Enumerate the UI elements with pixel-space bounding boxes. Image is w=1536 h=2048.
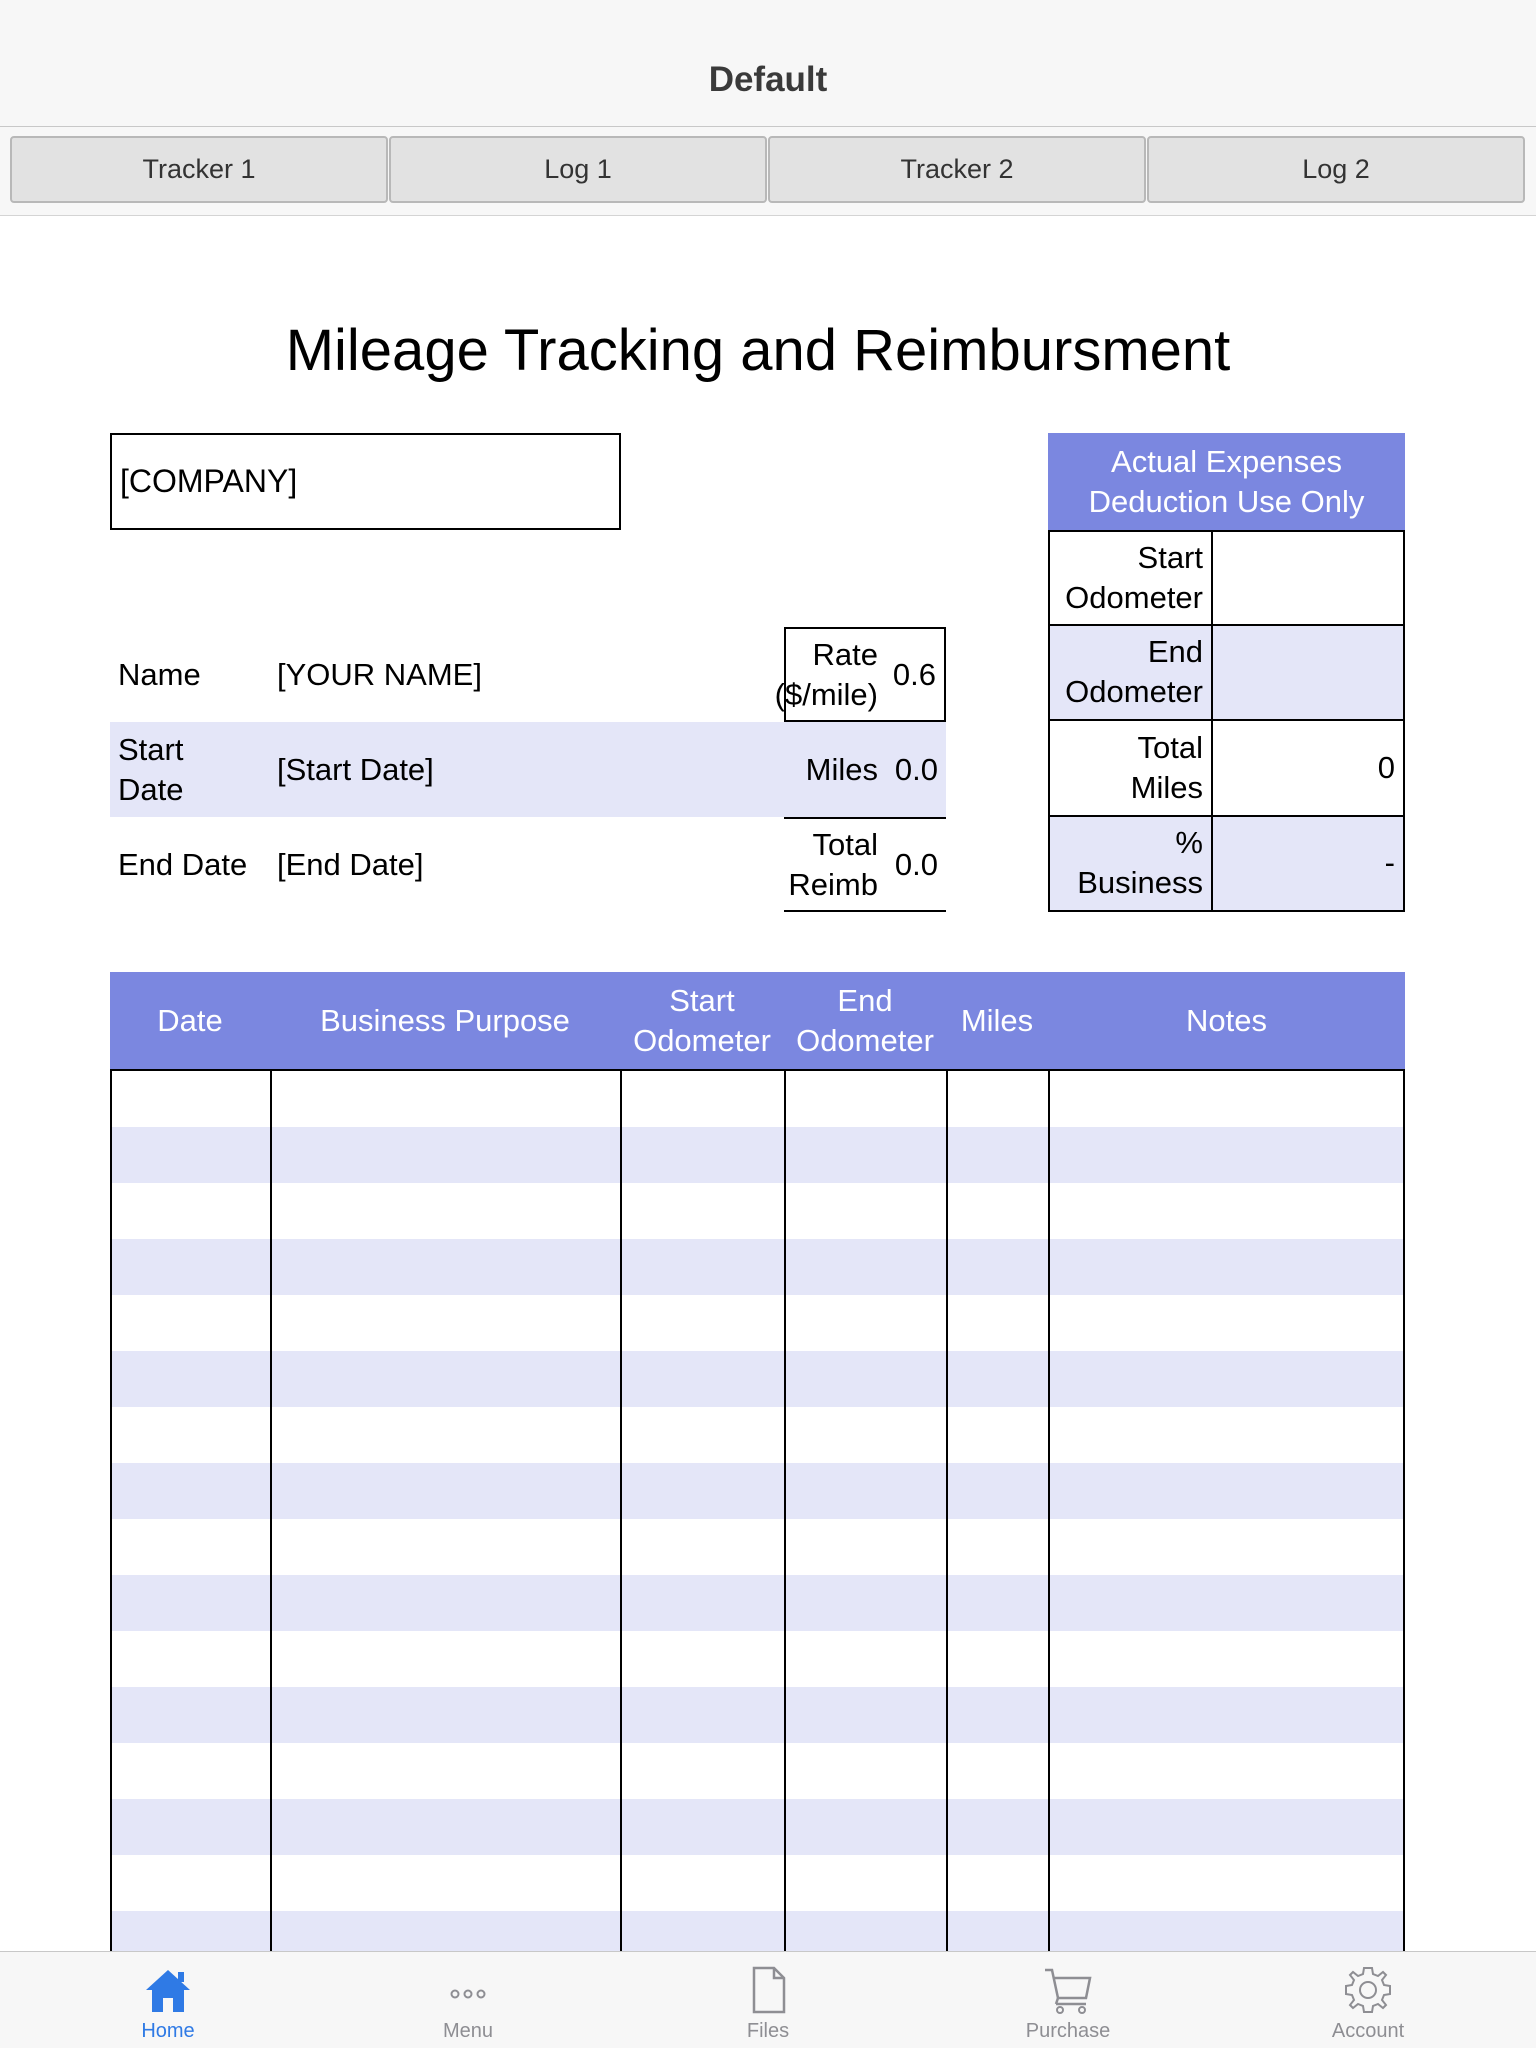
col-header-end-odometer-text: End Odometer: [796, 982, 934, 1058]
sheet-tab-bar: [0, 127, 1536, 216]
table-row[interactable]: [110, 1855, 1405, 1911]
table-row[interactable]: [110, 1295, 1405, 1351]
name-value-cell[interactable]: [YOUR NAME]: [277, 656, 482, 692]
navigation-bar: [0, 0, 1536, 127]
bottom-tab-account-label: Account: [1331, 2020, 1405, 2042]
table-row[interactable]: [110, 1687, 1405, 1743]
col-header-start-odometer: [620, 972, 784, 1069]
bottom-tab-menu[interactable]: [368, 1952, 568, 2048]
info-row-end-date: [110, 817, 946, 912]
ae-percent-business-label-text: % Business: [1077, 825, 1203, 901]
log-table-body: [110, 1069, 1405, 1951]
table-row[interactable]: [110, 1631, 1405, 1687]
table-row[interactable]: [110, 1407, 1405, 1463]
bottom-tab-account[interactable]: [1268, 1952, 1468, 2048]
table-row[interactable]: [110, 1127, 1405, 1183]
table-row[interactable]: [110, 1239, 1405, 1295]
bottom-tab-files[interactable]: [668, 1952, 868, 2048]
actual-expenses-header: [1048, 433, 1405, 530]
start-date-label-text: Start Date: [118, 731, 184, 807]
tab-log-2[interactable]: Log 2: [1147, 136, 1525, 203]
miles-value-cell[interactable]: 0.0: [894, 751, 938, 787]
ae-end-odometer-cell[interactable]: [1213, 626, 1403, 720]
bottom-tab-bar: [0, 1951, 1536, 2048]
company-cell[interactable]: [COMPANY]: [110, 433, 621, 530]
table-row[interactable]: [110, 1575, 1405, 1631]
ae-row-percent-business: [1048, 817, 1405, 913]
col-header-date-text: Date: [157, 1002, 223, 1038]
col-header-miles-text: Miles: [960, 1002, 1034, 1038]
ae-end-odometer-label: [1050, 626, 1213, 720]
col-header-miles: [946, 972, 1048, 1069]
col-header-notes: [1048, 972, 1405, 1069]
document-name-title: Default: [708, 60, 828, 99]
name-label: Name: [118, 656, 201, 692]
bottom-tab-purchase[interactable]: [968, 1952, 1168, 2048]
info-row-name: [110, 627, 946, 722]
tab-log-1[interactable]: Log 1: [389, 136, 767, 203]
table-row[interactable]: [110, 1911, 1405, 1951]
cart-icon: [1040, 1962, 1096, 2018]
ae-total-miles-cell[interactable]: 0: [1213, 721, 1403, 815]
column-divider: [620, 1071, 622, 1951]
ae-start-odometer-cell[interactable]: [1213, 532, 1403, 624]
miles-label: Miles: [805, 751, 878, 787]
tab-tracker-2[interactable]: Tracker 2: [768, 136, 1146, 203]
table-row[interactable]: [110, 1351, 1405, 1407]
column-divider: [270, 1071, 272, 1951]
spreadsheet-content[interactable]: [0, 217, 1536, 1951]
col-header-business-purpose: [270, 972, 620, 1069]
col-header-end-odometer: [784, 972, 946, 1069]
actual-expenses-header-text: Actual Expenses Deduction Use Only: [1088, 443, 1365, 519]
column-divider: [1403, 1071, 1405, 1951]
mileage-log-table: [110, 972, 1405, 1951]
table-row[interactable]: [110, 1519, 1405, 1575]
file-icon: [740, 1962, 796, 2018]
col-header-start-odometer-text: Start Odometer: [633, 982, 771, 1058]
col-header-date: [110, 972, 270, 1069]
ae-row-end-odometer: [1048, 626, 1405, 722]
tab-tracker-1[interactable]: Tracker 1: [10, 136, 388, 203]
ae-start-odometer-label-text: Start Odometer: [1065, 539, 1203, 615]
column-divider: [946, 1071, 948, 1951]
rate-value-cell[interactable]: 0.6: [784, 627, 946, 722]
table-row[interactable]: [110, 1743, 1405, 1799]
column-divider: [784, 1071, 786, 1951]
table-row[interactable]: [110, 1463, 1405, 1519]
column-divider: [110, 1071, 112, 1951]
col-header-business-purpose-text: Business Purpose: [320, 1002, 570, 1038]
sheet-title: Mileage Tracking and Reimbursment: [285, 318, 1231, 383]
ae-end-odometer-label-text: End Odometer: [1065, 634, 1203, 710]
bottom-tab-menu-label: Menu: [442, 2020, 494, 2042]
actual-expenses-box: [1048, 433, 1405, 912]
ae-percent-business-label: [1050, 817, 1213, 911]
bottom-tab-home-label: Home: [141, 2020, 195, 2042]
ae-percent-business-cell[interactable]: -: [1384, 845, 1395, 881]
total-reimb-value-cell[interactable]: 0.0: [784, 817, 946, 912]
bottom-tab-home[interactable]: [68, 1952, 268, 2048]
gear-icon: [1340, 1962, 1396, 2018]
end-date-value-cell[interactable]: [End Date]: [277, 846, 424, 882]
ae-row-start-odometer: [1048, 530, 1405, 626]
ae-row-total-miles: [1048, 721, 1405, 817]
ae-total-miles-label: [1050, 721, 1213, 815]
ae-start-odometer-label: [1050, 532, 1213, 624]
total-reimb-label-text: Total Reimb: [788, 826, 878, 902]
bottom-tab-files-label: Files: [746, 2020, 790, 2042]
rate-label-text: Rate ($/mile): [774, 636, 878, 712]
start-date-label: [118, 722, 268, 817]
table-row[interactable]: [110, 1799, 1405, 1855]
home-icon: [140, 1962, 196, 2018]
table-row[interactable]: [110, 1183, 1405, 1239]
col-header-notes-text: Notes: [1186, 1002, 1267, 1038]
log-table-header: [110, 972, 1405, 1069]
end-date-label: End Date: [118, 846, 248, 882]
more-icon: [440, 1962, 496, 2018]
ae-total-miles-label-text: Total Miles: [1130, 729, 1203, 805]
table-row[interactable]: [110, 1071, 1405, 1127]
bottom-tab-purchase-label: Purchase: [1025, 2020, 1111, 2042]
info-row-start-date: [110, 722, 946, 817]
column-divider: [1048, 1071, 1050, 1951]
start-date-value-cell[interactable]: [Start Date]: [277, 751, 434, 787]
